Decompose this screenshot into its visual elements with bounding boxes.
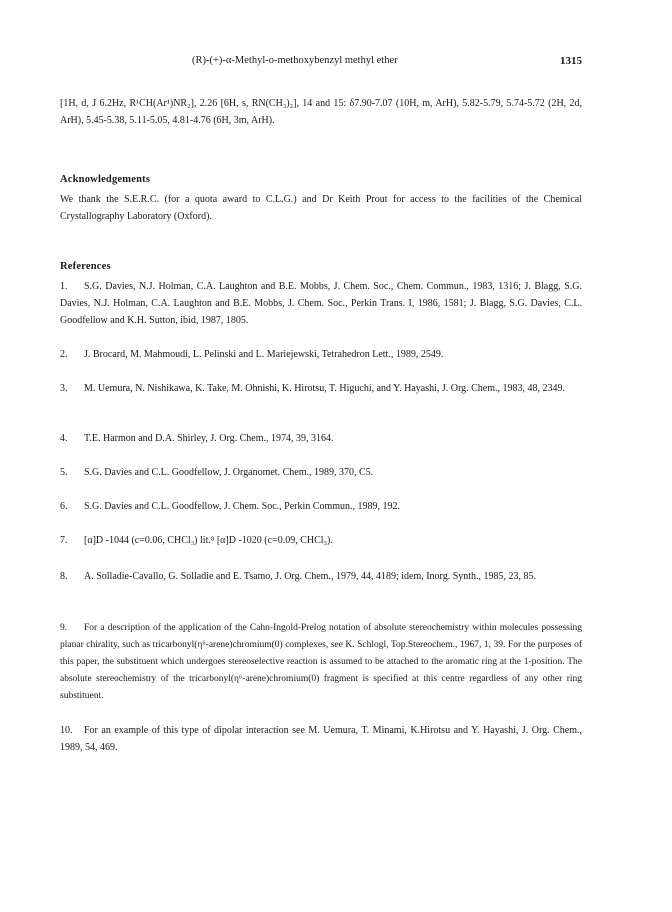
reference-text: A. Solladie-Cavallo, G. Solladie and E. Tsamo, J. Org. Chem., 1979, 44, 4189; idem, Inorg. Synth., 1985, 23, 85. — [84, 571, 537, 582]
reference-text: S.G. Davies, N.J. Holman, C.A. Laughton and B.E. Mobbs, J. Chem. Soc., Chem. Commun., 1983, 1316; J. Blagg, S.G. Davies, N.J. Holman, C.A. Laughton and B.E. Mobbs, J. Chem. Soc., Perkin Trans. I, 1986, 1581; J. Blagg, S.G. Davies, C.L. Goodfellow and K.H. Sutton, ibid, 1987, 1805. — [60, 281, 582, 326]
reference-number: 4. — [60, 433, 68, 444]
reference-item — [60, 346, 582, 363]
reference-text: S.G. Davies and C.L. Goodfellow, J. Chem. Soc., Perkin Commun., 1989, 192. — [84, 501, 401, 512]
reference-item — [60, 498, 582, 515]
reference-text: For an example of this type of dipolar interaction see M. Uemura, T. Minami, K.Hirotsu and Y. Hayashi, J. Org. Chem., 1989, 54, 469. — [60, 725, 582, 753]
reference-number: 5. — [60, 467, 68, 478]
reference-item — [60, 722, 582, 756]
page-number: 1315 — [560, 55, 582, 67]
references-heading: References — [60, 261, 111, 272]
reference-number: 2. — [60, 349, 68, 360]
acknowledgements-heading: Acknowledgements — [60, 174, 151, 185]
reference-number: 7. — [60, 535, 68, 546]
reference-item — [60, 620, 582, 705]
running-header — [60, 55, 582, 71]
running-title: (R)-(+)-α-Methyl-o-methoxybenzyl methyl ether — [192, 55, 398, 66]
reference-item — [60, 532, 582, 549]
reference-text: [α]D -1044 (c=0.06, CHCl₃) lit.⁸ [α]D -1020 (c=0.09, CHCl₃). — [84, 535, 333, 546]
reference-text: M. Uemura, N. Nishikawa, K. Take, M. Ohnishi, K. Hirotsu, T. Higuchi, and Y. Hayashi, J. Org. Chem., 1983, 48, 2349. — [84, 383, 566, 394]
reference-number: 1. — [60, 281, 68, 292]
reference-text: J. Brocard, M. Mahmoudi, L. Pelinski and L. Mariejewski, Tetrahedron Lett., 1989, 2549. — [84, 349, 444, 360]
reference-number: 6. — [60, 501, 68, 512]
reference-number: 10. — [60, 725, 73, 736]
reference-number: 8. — [60, 571, 68, 582]
reference-item — [60, 464, 582, 481]
reference-item — [60, 568, 582, 585]
reference-number: 3. — [60, 383, 68, 394]
reference-item — [60, 278, 582, 329]
reference-text: S.G. Davies and C.L. Goodfellow, J. Organomet. Chem., 1989, 370, C5. — [84, 467, 374, 478]
reference-item — [60, 430, 582, 447]
reference-text: For a description of the application of the Cahn-Ingold-Prelog notation of absolute stereochemistry within molecules possessing planar chirality, such as tricarbonyl(η⁶-arene)chromium(0) complexes, see K. Schlogl, Top.Stereochem., 1967, 1, 39. For the purposes of this paper, the substituent which undergoes stereoselective reaction is assumed to be attached to the aromatic ring at the 1-position. The absolute stereochemistry of the tricarbonyl(η⁶-arene)chromium(0) fragment is specified at this centre regardless of any other ring substituent. — [60, 623, 582, 701]
reference-number: 9. — [60, 623, 68, 633]
reference-text: T.E. Harmon and D.A. Shirley, J. Org. Chem., 1974, 39, 3164. — [84, 433, 334, 444]
nmr-data-paragraph: [1H, d, J 6.2Hz, R¹CH(Ar¹)NR₂], 2.26 [6H, s, RN(CH₃)₂], 14 and 15: δ7.90-7.07 (10H, m, ArH), 5.82-5.79, 5.74-5.72 (2H, 2d, ArH), 5.45-5.38, 5.11-5.05, 4.81-4.76 (6H, 3m, ArH). — [60, 98, 582, 126]
reference-item — [60, 380, 582, 397]
acknowledgements-text: We thank the S.E.R.C. (for a quota award to C.L.G.) and Dr Keith Prout for access to the facilities of the Chemical Crystallography Laboratory (Oxford). — [60, 194, 582, 222]
